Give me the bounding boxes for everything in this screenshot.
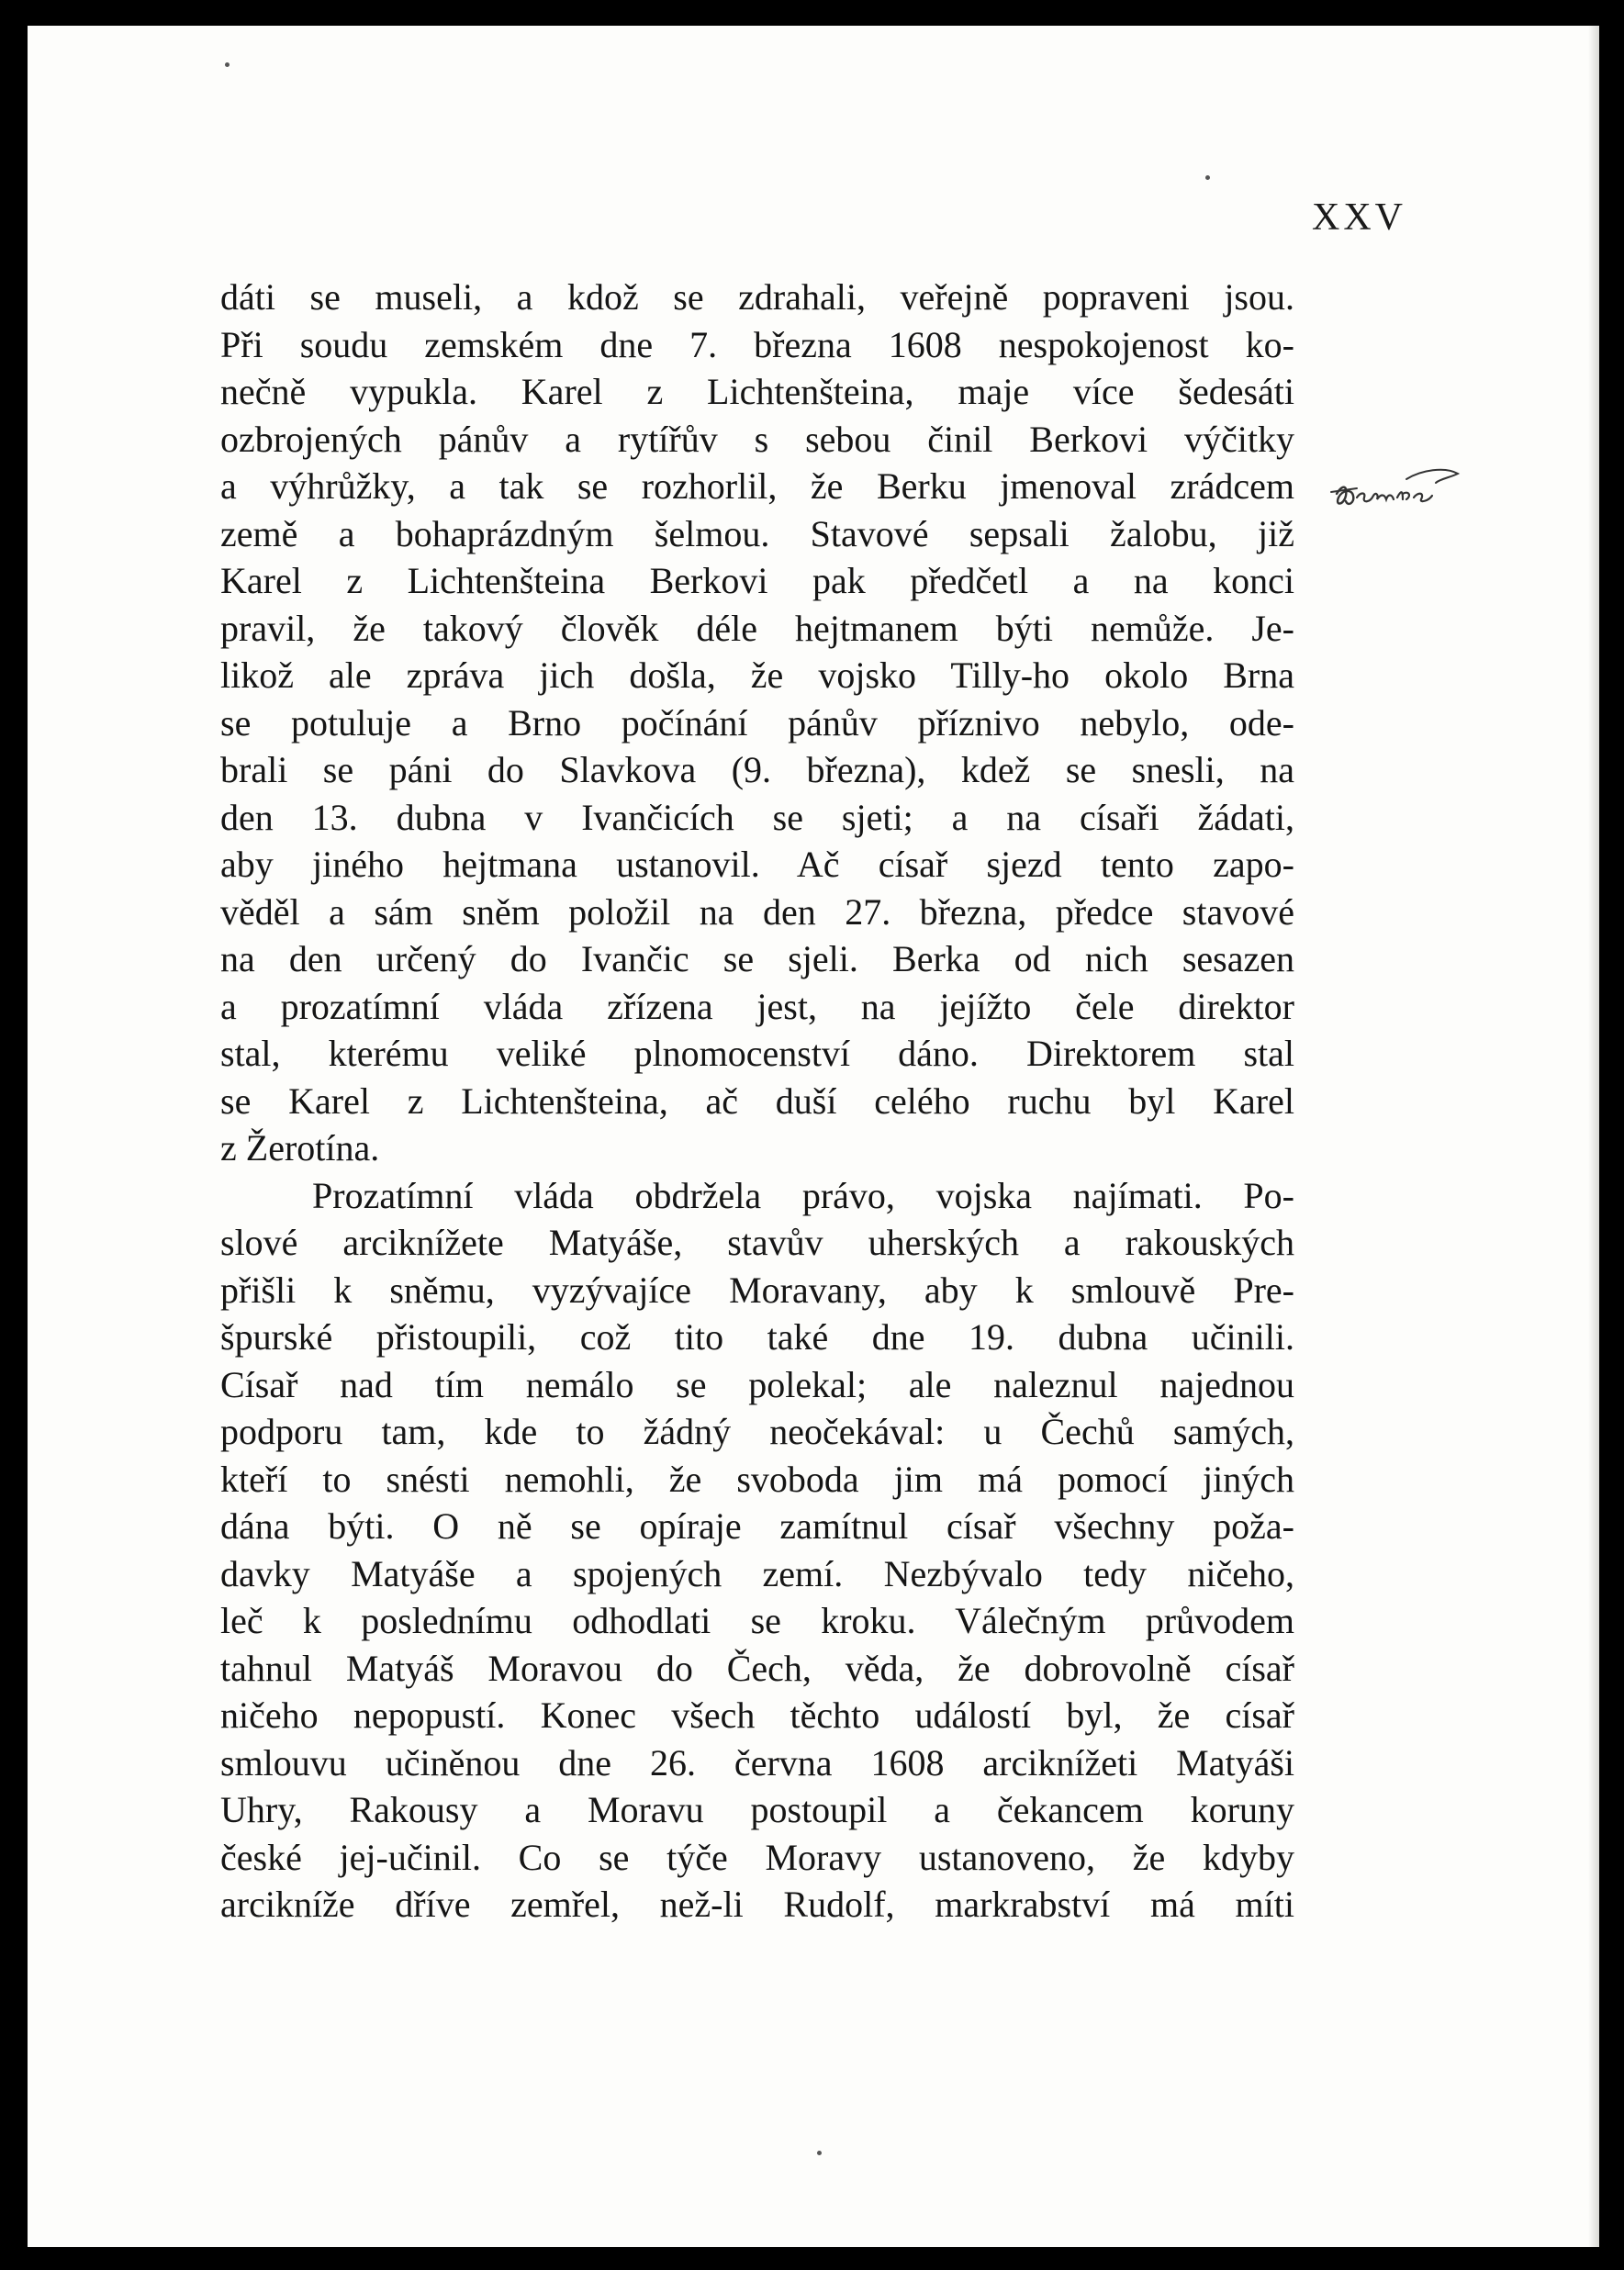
text-line: na den určený do Ivančic se sjeli. Berka od nich sesazen <box>220 938 1294 979</box>
text-line: a prozatímní vláda zřízena jest, na jejížto čele direktor <box>220 985 1294 1027</box>
text-line: ozbrojených pánův a rytířův s sebou činil Berkovi výčitky <box>220 418 1294 460</box>
text-line: nečně vypukla. Karel z Lichtenšteina, maje více šedesáti <box>220 371 1294 412</box>
text-line: české jej-učinil. Co se týče Moravy ustanoveno, že kdyby <box>220 1836 1294 1878</box>
text-line: brali se páni do Slavkova (9. března), kdež se snesli, na <box>220 749 1294 790</box>
text-line: tahnul Matyáš Moravou do Čech, věda, že dobrovolně císař <box>220 1647 1294 1689</box>
text-line-paragraph-start: Prozatímní vláda obdržela právo, vojska najímati. Po- <box>312 1174 1294 1216</box>
text-line: věděl a sám sněm položil na den 27. března, předce stavové <box>220 890 1294 933</box>
text-line: z Žerotína. <box>220 1127 380 1169</box>
text-line: se Karel z Lichtenšteina, ač duší celého ruchu byl Karel <box>220 1079 1294 1122</box>
page-number: XXV <box>1312 196 1406 239</box>
handwritten-berka-annotation <box>1329 457 1467 521</box>
text-line: Při soudu zemském dne 7. března 1608 nespokojenost ko- <box>220 323 1294 365</box>
text-line: aby jiného hejtmana ustanovil. Ač císař sjezd tento zapo- <box>220 844 1294 885</box>
text-line: Karel z Lichtenšteina Berkovi pak předčetl a na konci <box>220 560 1294 601</box>
handwritten-margin-note <box>1329 457 1467 521</box>
text-line: a výhrůžky, a tak se rozhorlil, že Berku jmenoval zrádcem <box>220 465 1294 507</box>
speck-mark <box>225 62 230 67</box>
text-line: stal, kterému veliké plnomocenství dáno. Direktorem stal <box>220 1033 1294 1074</box>
text-line: špurské přistoupili, což tito také dne 19. dubna učinili. <box>220 1316 1294 1358</box>
book-page <box>28 26 1599 2247</box>
text-line: Císař nad tím nemálo se polekal; ale naleznul najednou <box>220 1363 1294 1405</box>
text-line: davky Matyáše a spojených zemí. Nezbývalo tedy ničeho, <box>220 1552 1294 1594</box>
text-line: ničeho nepopustí. Konec všech těchto událostí byl, že císař <box>220 1694 1294 1736</box>
text-line: den 13. dubna v Ivančicích se sjeti; a na císaři žádati, <box>220 796 1294 838</box>
text-line: země a bohaprázdným šelmou. Stavové sepsali žalobu, již <box>220 512 1294 554</box>
text-line: dána býti. O ně se opíraje zamítnul císař všechny poža- <box>220 1505 1294 1547</box>
body-text <box>220 274 1294 1929</box>
speck-mark <box>817 2151 822 2155</box>
text-line: leč k poslednímu odhodlati se kroku. Válečným průvodem <box>220 1600 1294 1641</box>
text-line: slové arciknížete Matyáše, stavův uherských a rakouských <box>220 1222 1294 1263</box>
text-line: likož ale zpráva jich došla, že vojsko Tilly-ho okolo Brna <box>220 654 1294 696</box>
text-line: přišli k sněmu, vyzývajíce Moravany, aby k smlouvě Pre- <box>220 1269 1294 1311</box>
text-line: Uhry, Rakousy a Moravu postoupil a čekancem koruny <box>220 1789 1294 1830</box>
text-line: arcikníže dříve zemřel, než-li Rudolf, markrabství má míti <box>220 1884 1294 1925</box>
text-line: smlouvu učiněnou dne 26. června 1608 arciknížeti Matyáši <box>220 1741 1294 1784</box>
text-line: dáti se museli, a kdož se zdrahali, veřejně popraveni jsou. <box>220 276 1294 318</box>
text-line: podporu tam, kde to žádný neočekával: u Čechů samých, <box>220 1411 1294 1452</box>
text-line: se potuluje a Brno počínání pánův příznivo nebylo, ode- <box>220 701 1294 744</box>
speck-mark <box>1205 175 1210 180</box>
page-edge-shadow <box>1588 26 1599 2247</box>
text-line: pravil, že takový člověk déle hejtmanem býti nemůže. Je- <box>220 607 1294 649</box>
text-line: kteří to snésti nemohli, že svoboda jim má pomocí jiných <box>220 1458 1294 1500</box>
